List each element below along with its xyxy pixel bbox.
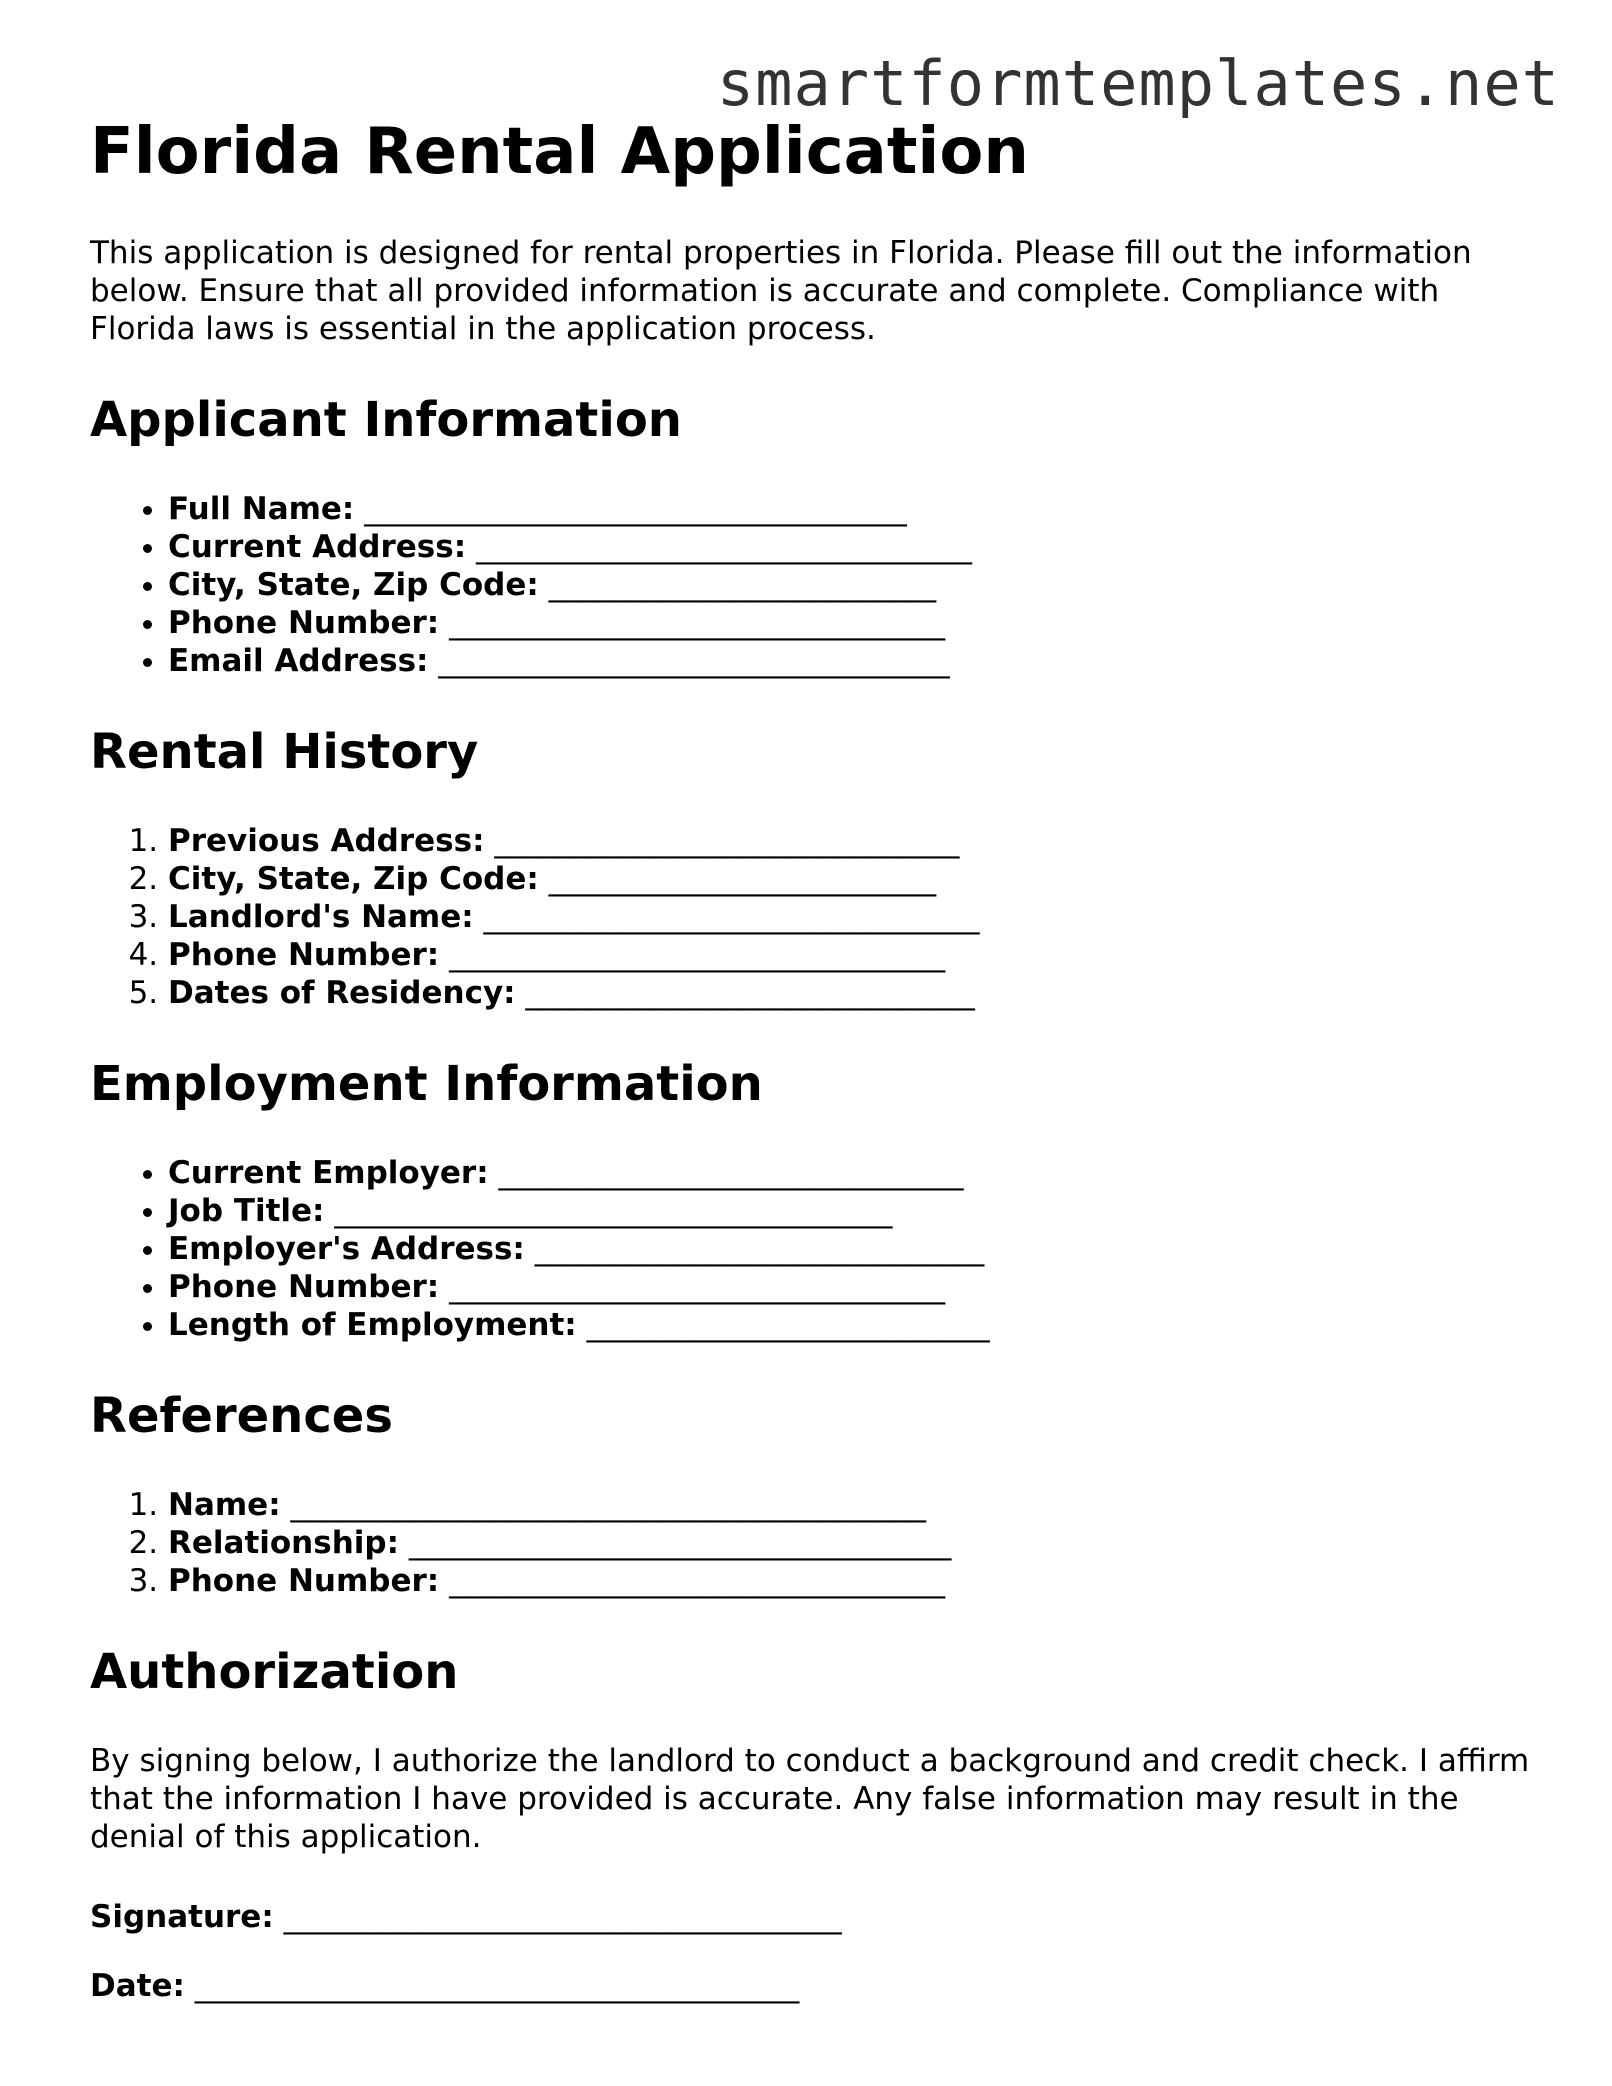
field-label: Phone Number: [168, 1563, 440, 1599]
field-label: Full Name: [168, 491, 355, 527]
rental-field-phone [168, 936, 1540, 974]
employment-fields-list [90, 1154, 1540, 1344]
rental-field-city-state-zip [168, 860, 1540, 898]
field-blank[interactable]: _________________________ [548, 567, 937, 603]
date-line [90, 1967, 1540, 2005]
field-blank[interactable]: ________________________________ [449, 937, 946, 973]
field-blank[interactable]: ________________________________ [449, 605, 946, 641]
date-blank[interactable]: _______________________________________ [194, 1968, 800, 2004]
field-blank[interactable]: _________________________________ [438, 643, 950, 679]
field-blank[interactable]: ________________________________ [449, 1269, 946, 1305]
field-blank[interactable]: ___________________________________ [364, 491, 907, 527]
rental-field-landlord-name [168, 898, 1540, 936]
field-label: City, State, Zip Code: [168, 861, 539, 897]
employment-field-job-title [168, 1192, 1540, 1230]
form-content [90, 112, 1540, 2036]
watermark: smartformtemplates.net [716, 47, 1560, 120]
applicant-fields-list [90, 490, 1540, 680]
field-blank[interactable]: _________________________ [548, 861, 937, 897]
field-blank[interactable]: _____________________________ [534, 1231, 985, 1267]
field-blank[interactable]: _________________________________________ [290, 1487, 926, 1523]
intro-paragraph: This application is designed for rental properties in Florida. Please fill out the information below. Ensure that all provided information is accurate and complete. Compliance with Florida laws is essential in the application process. [90, 235, 1472, 347]
field-blank[interactable]: ______________________________ [494, 823, 960, 859]
field-blank[interactable]: _____________________________ [525, 975, 975, 1011]
employment-field-phone [168, 1268, 1540, 1306]
field-blank[interactable]: ________________________________ [475, 529, 972, 565]
field-label: Relationship: [168, 1525, 399, 1561]
employment-field-employer-address [168, 1230, 1540, 1268]
references-heading: References [90, 1388, 393, 1444]
employment-heading: Employment Information [90, 1056, 763, 1112]
reference-field-relationship [168, 1524, 1540, 1562]
page-title: Florida Rental Application [90, 115, 1029, 189]
signature-label: Signature: [90, 1899, 274, 1935]
field-label: Employer's Address: [168, 1231, 525, 1267]
field-label: City, State, Zip Code: [168, 567, 539, 603]
rental-field-dates [168, 974, 1540, 1012]
field-blank[interactable]: __________________________ [586, 1307, 990, 1343]
applicant-field-city-state-zip [168, 566, 1540, 604]
employment-field-length [168, 1306, 1540, 1344]
applicant-field-phone [168, 604, 1540, 642]
authorization-heading: Authorization [90, 1644, 459, 1700]
field-blank[interactable]: ________________________________ [449, 1563, 946, 1599]
field-label: Phone Number: [168, 1269, 440, 1305]
field-label: Current Address: [168, 529, 467, 565]
field-blank[interactable]: ____________________________________ [334, 1193, 893, 1229]
field-label: Email Address: [168, 643, 429, 679]
field-label: Landlord's Name: [168, 899, 474, 935]
date-label: Date: [90, 1968, 185, 2004]
reference-field-name [168, 1486, 1540, 1524]
field-label: Name: [168, 1487, 281, 1523]
rental-history-heading: Rental History [90, 724, 479, 780]
authorization-paragraph: By signing below, I authorize the landlord to conduct a background and credit check. I affirm that the information I have provided is accurate. Any false information may result in the denial of this application. [90, 1743, 1530, 1855]
applicant-field-full-name [168, 490, 1540, 528]
field-blank[interactable]: ___________________________________ [408, 1525, 952, 1561]
signature-line [90, 1898, 1540, 1936]
reference-field-phone [168, 1562, 1540, 1600]
field-label: Phone Number: [168, 937, 440, 973]
signature-blank[interactable]: ____________________________________ [283, 1899, 842, 1935]
field-label: Dates of Residency: [168, 975, 516, 1011]
employment-field-employer [168, 1154, 1540, 1192]
field-blank[interactable]: ________________________________ [483, 899, 980, 935]
references-fields-list [90, 1486, 1540, 1600]
field-label: Length of Employment: [168, 1307, 577, 1343]
rental-history-fields-list [90, 822, 1540, 1012]
field-label: Job Title: [168, 1193, 325, 1229]
applicant-heading: Applicant Information [90, 392, 682, 448]
field-label: Phone Number: [168, 605, 440, 641]
applicant-field-current-address [168, 528, 1540, 566]
applicant-field-email [168, 642, 1540, 680]
field-label: Current Employer: [168, 1155, 489, 1191]
field-label: Previous Address: [168, 823, 485, 859]
field-blank[interactable]: ______________________________ [498, 1155, 964, 1191]
rental-field-previous-address [168, 822, 1540, 860]
